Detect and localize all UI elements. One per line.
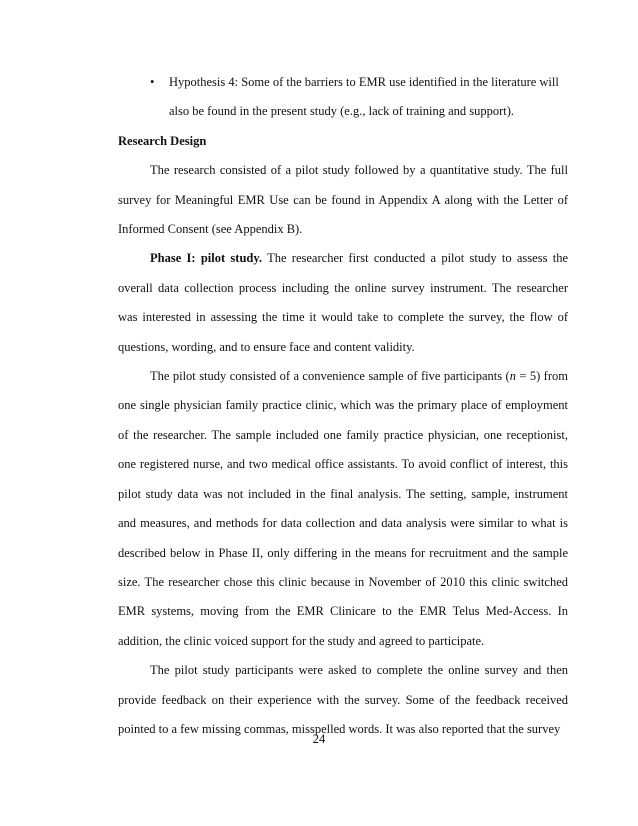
hypothesis-bullet bbox=[118, 68, 568, 127]
phase-1-text: The researcher first conducted a pilot study to assess the overall data collection process including the online survey instrument. The researcher was interested in assessing the time it would take to complete the survey, the flow of questions, wording, and to ensure face and content validity. bbox=[118, 251, 568, 354]
body-text bbox=[118, 68, 568, 744]
paragraph-phase-1 bbox=[118, 244, 568, 362]
phase-1-heading: Phase I: pilot study. bbox=[150, 251, 263, 266]
page-number: 24 bbox=[312, 732, 326, 746]
paragraph-pilot-sample bbox=[118, 362, 568, 656]
pilot-sample-text-b: = 5) from one single physician family practice clinic, which was the primary place of employment of the researcher. The sample included one family practice physician, one receptionist, one registered nurse, and two medical office assistants. To avoid conflict of interest, this pilot study data was not included in the final analysis. The setting, sample, instrument and measures, and methods for data collection and data analysis were similar to what is described below in Phase II, only differing in the means for recruitment and the sample size. The researcher chose this clinic because in November of 2010 this clinic switched EMR systems, moving from the EMR Clinicare to the EMR Telus Med-Access. In addition, the clinic voiced support for the study and agreed to participate. bbox=[118, 369, 568, 648]
hypothesis-4-text: Hypothesis 4: Some of the barriers to EMR use identified in the literature will also be found in the present study (e.g., lack of training and support). bbox=[169, 75, 559, 119]
paragraph-pilot-feedback: The pilot study participants were asked to complete the online survey and then provide feedback on their experience with the survey. Some of the feedback received pointed to a few missing commas, misspelled words. It was also reported that the survey bbox=[118, 663, 568, 736]
section-heading-research-design: Research Design bbox=[118, 133, 207, 148]
bullet-mark: • bbox=[150, 75, 155, 89]
paragraph-research-overview: The research consisted of a pilot study followed by a quantitative study. The full survey for Meaningful EMR Use can be found in Appendix A along with the Letter of Informed Consent (see Appendix B). bbox=[118, 163, 568, 237]
n-symbol: n bbox=[509, 369, 516, 384]
pilot-sample-text-a: The pilot study consisted of a convenience sample of five participants ( bbox=[150, 369, 510, 384]
